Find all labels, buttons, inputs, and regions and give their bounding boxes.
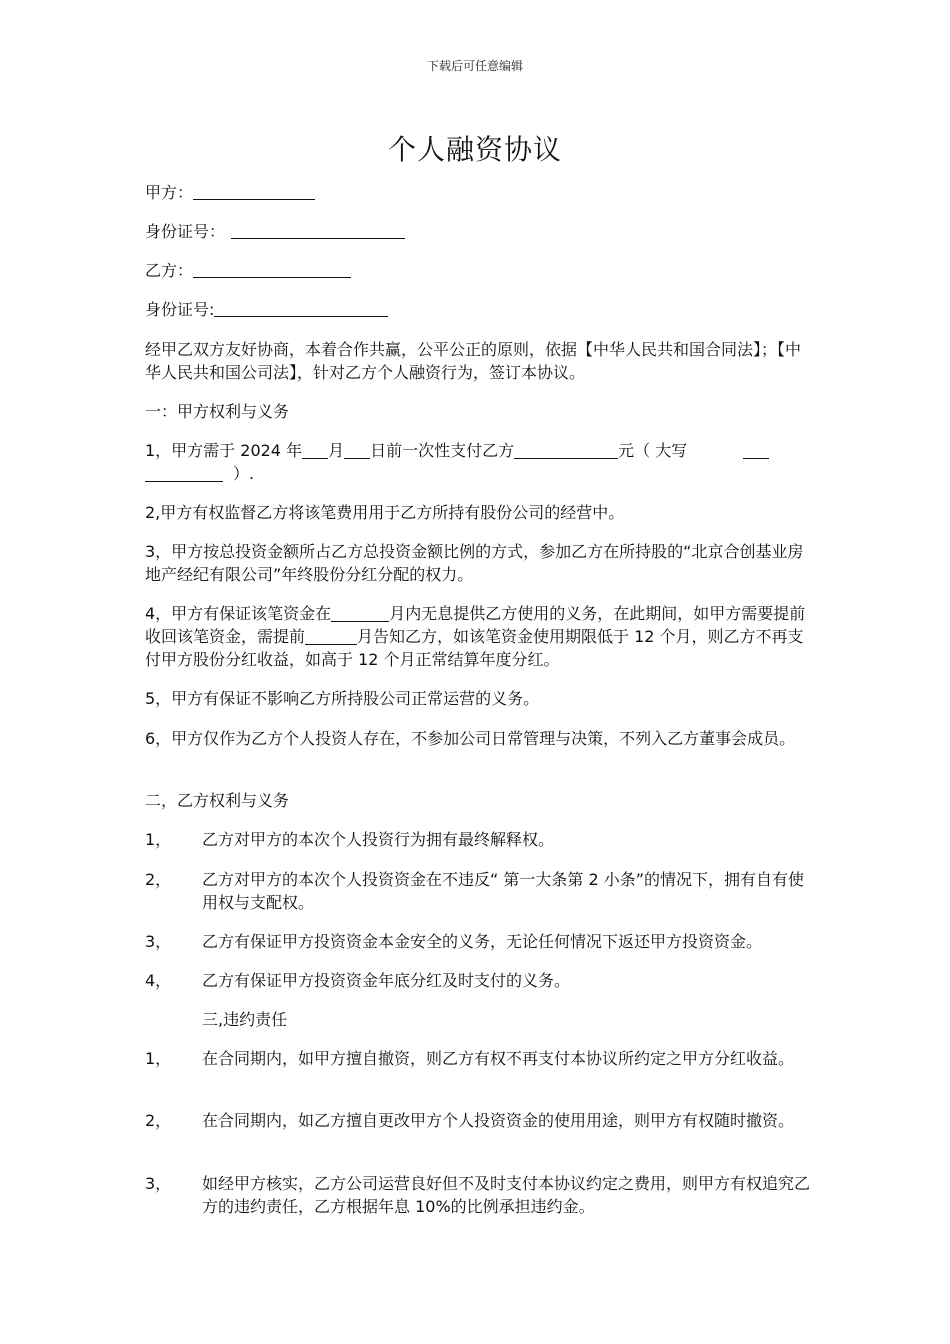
amount-words-blank-b[interactable] bbox=[145, 465, 223, 482]
section1-clause1 bbox=[145, 439, 813, 485]
section3-item2-num: 2， bbox=[145, 1111, 172, 1130]
section1-clause6: 6，甲方仅作为乙方个人投资人存在，不参加公司日常管理与决策，不列入乙方董事会成员。 bbox=[145, 729, 796, 748]
section3-item3-text: 如经甲方核实，乙方公司运营良好但不及时支付本协议约定之费用，则甲方有权追究乙方的违约责任，乙方根据年息 10%的比例承担违约金。 bbox=[202, 1174, 811, 1216]
clause4-text-a: 4，甲方有保证该笔资金在 bbox=[145, 604, 332, 623]
id-a-field bbox=[145, 220, 813, 243]
section1-clause4 bbox=[145, 602, 813, 671]
party-b-field bbox=[145, 259, 813, 282]
section3-item1-num: 1， bbox=[145, 1049, 172, 1068]
clause1-text-b: 月 bbox=[328, 441, 345, 460]
id-b-blank[interactable] bbox=[214, 300, 388, 317]
section2-item2-num: 2， bbox=[145, 870, 172, 889]
clause4-text-b: 月内无息提供乙方使用的义务，在此期间，如甲方需要提前收回该笔资金，需提前 bbox=[145, 604, 806, 646]
header-note: 下载后可任意编辑 bbox=[426, 59, 523, 73]
section3-heading: 三,违约责任 bbox=[202, 1010, 288, 1029]
party-a-blank[interactable] bbox=[193, 183, 315, 200]
section2-item1-text: 乙方对甲方的本次个人投资行为拥有最终解释权。 bbox=[202, 830, 555, 849]
section3-item1-text: 在合同期内，如甲方擅自撤资，则乙方有权不再支付本协议所约定之甲方分红收益。 bbox=[202, 1049, 795, 1068]
section2-item3-num: 3， bbox=[145, 932, 172, 951]
section3-item2-text: 在合同期内，如乙方擅自更改甲方个人投资资金的使用用途，则甲方有权随时撤资。 bbox=[202, 1111, 795, 1130]
party-b-label: 乙方： bbox=[145, 261, 194, 280]
party-a-field bbox=[145, 181, 813, 204]
document-title: 个人融资协议 bbox=[387, 133, 562, 166]
party-a-label: 甲方： bbox=[145, 183, 194, 202]
term-months-blank[interactable] bbox=[331, 605, 389, 622]
notice-months-blank[interactable] bbox=[305, 628, 357, 645]
section1-heading: 一：甲方权利与义务 bbox=[145, 402, 290, 421]
amount-blank[interactable] bbox=[514, 442, 618, 459]
section2-item3-text: 乙方有保证甲方投资资金本金安全的义务，无论任何情况下返还甲方投资资金。 bbox=[202, 932, 763, 951]
section1-clause5: 5，甲方有保证不影响乙方所持股公司正常运营的义务。 bbox=[145, 689, 540, 708]
clause1-text-c: 日前一次性支付乙方 bbox=[370, 441, 515, 460]
section1-clause2: 2,甲方有权监督乙方将该笔费用用于乙方所持有股份公司的经营中。 bbox=[145, 503, 625, 522]
day-blank[interactable] bbox=[344, 442, 370, 459]
clause1-text-e: ）. bbox=[233, 464, 255, 483]
intro-paragraph: 经甲乙双方友好协商，本着合作共赢，公平公正的原则，依据【中华人民共和国合同法】；【中华人民共和国公司法】，针对乙方个人融资行为，签订本协议。 bbox=[145, 340, 802, 382]
section2-item1-num: 1， bbox=[145, 830, 172, 849]
id-b-field bbox=[145, 298, 813, 321]
section2-item2-text: 乙方对甲方的本次个人投资资金在不违反“ 第一大条第 2 小条”的情况下，拥有自有使用权与支配权。 bbox=[202, 870, 805, 912]
id-a-label: 身份证号： bbox=[145, 222, 226, 241]
clause1-text-a: 1，甲方需于 2024 年 bbox=[145, 441, 303, 460]
section1-clause3: 3，甲方按总投资金额所占乙方总投资金额比例的方式，参加乙方在所持股的“北京合创基业房地产经纪有限公司”年终股份分红分配的权力。 bbox=[145, 542, 804, 584]
id-a-blank[interactable] bbox=[231, 222, 405, 239]
party-b-blank[interactable] bbox=[193, 261, 351, 278]
clause1-text-d: 元（ 大写 bbox=[618, 441, 688, 460]
amount-words-blank-a[interactable] bbox=[743, 442, 769, 459]
section2-item4-text: 乙方有保证甲方投资资金年底分红及时支付的义务。 bbox=[202, 971, 571, 990]
clause4-text-c: 月告知乙方，如该笔资金使用期限低于 12 个月，则乙方不再支付甲方股份分红收益，如高于 12 个月正常结算年度分红。 bbox=[145, 627, 804, 669]
section2-item4-num: 4， bbox=[145, 971, 172, 990]
section3-item3-num: 3， bbox=[145, 1174, 172, 1193]
section2-heading: 二，乙方权利与义务 bbox=[145, 791, 290, 810]
id-b-label: 身份证号: bbox=[145, 300, 215, 319]
month-blank[interactable] bbox=[302, 442, 328, 459]
